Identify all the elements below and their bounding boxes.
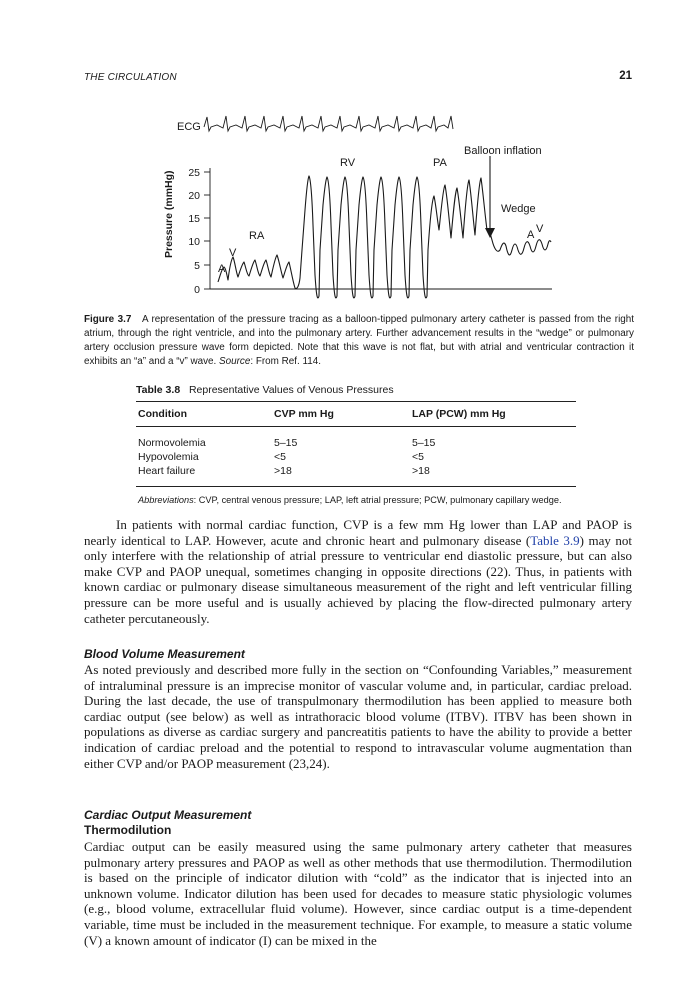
table-header-row	[136, 402, 576, 427]
section-heading-blood-volume: Blood Volume Measurement	[84, 647, 245, 661]
ra-label: RA	[249, 230, 265, 242]
ra-a-wave-label: A	[218, 263, 226, 275]
wedge-v-wave-label: V	[536, 223, 544, 235]
wedge-label: Wedge	[501, 203, 536, 215]
subsection-heading-thermodilution: Thermodilution	[84, 823, 172, 837]
table-title-text: Representative Values of Venous Pressures	[188, 384, 394, 396]
column-header-lap: LAP (PCW) mm Hg	[410, 402, 576, 427]
column-header-cvp: CVP mm Hg	[272, 402, 410, 427]
table-cell: <5	[274, 451, 286, 463]
table-footnote	[136, 495, 576, 505]
venous-pressure-table	[136, 381, 576, 505]
balloon-inflation-label: Balloon inflation	[464, 145, 542, 157]
paragraph-text: In patients with normal cardiac function, CVP is a few mm Hg lower than LAP and PAOP is nearly identical to LAP. However, acute and chronic heart and pulmonary disease (	[84, 517, 632, 548]
table-label: Table 3.8	[136, 384, 181, 396]
abbreviations-text: : CVP, central venous pressure; LAP, left atrial pressure; PCW, pulmonary capillary wedge.	[193, 495, 562, 505]
table-cell: 5–15	[412, 437, 436, 449]
pa-label: PA	[433, 157, 447, 169]
y-tick-label-20: 20	[188, 190, 200, 202]
rv-label: RV	[340, 157, 356, 169]
ra-v-wave-label: V	[229, 247, 237, 259]
abbreviations-label: Abbreviations	[138, 495, 194, 505]
paragraph-text: ) may not only interfere with the relationship of atrial pressure to ventricular end diastolic pressure, but can also make CVP and PAOP unequal, sometimes changing in opposite directions (22). Thus, in patients with known cardiac or pulmonary disease simultaneous measurement of the right and left ventricular filling pressure can be more useful and is usually achieved by placing the flow-directed pulmonary artery catheter percutaneously.	[84, 532, 632, 626]
table-cell: 5–15	[274, 437, 298, 449]
table-cell: >18	[410, 464, 576, 487]
arrow-head	[485, 228, 495, 238]
table-cell: Heart failure	[136, 464, 272, 487]
y-tick-label-0: 0	[194, 284, 200, 296]
y-tick-label-25: 25	[188, 167, 200, 179]
column-header-condition: Condition	[136, 402, 272, 427]
figure-label: Figure 3.7	[84, 314, 132, 325]
caption-text: A representation of the pressure tracing as a balloon-tipped pulmonary artery catheter is passed from the right atrium, through the right ventricle, and into the pulmonary artery. Further advancement results in the “wedge” or pulmonary artery occlusion pressure wave form depicted. Note that this wave is not flat, but with atrial and ventricular contraction it exhibits an “a” and a “v” wave.	[84, 314, 635, 367]
pressure-trace	[218, 176, 551, 298]
table	[136, 401, 576, 487]
table-cell: <5	[412, 451, 424, 463]
figure-caption	[84, 313, 634, 369]
wedge-a-wave-label: A	[527, 229, 535, 241]
ecg-trace	[204, 116, 453, 131]
page-number: 21	[619, 70, 632, 82]
table-cell: >18	[272, 464, 410, 487]
y-tick-label-15: 15	[188, 213, 200, 225]
section-heading-cardiac-output: Cardiac Output Measurement	[84, 808, 252, 822]
caption-source-text: : From Ref. 114.	[250, 356, 321, 367]
y-axis-label: Pressure (mmHg)	[163, 170, 175, 258]
caption-source-label: Source	[219, 356, 251, 367]
table-cell: Hypovolemia	[138, 451, 199, 463]
body-paragraph-3: Cardiac output can be easily measured using the same pulmonary artery catheter that measures pulmonary artery pressures and PAOP as well as other methods that use thermodilution. Thermodilution is based on the principle of indicator dilution with “cold” as the indicator that is injected into an unknown volume. Indicator dilution has been used for decades to measure static physiologic volumes (e.g., blood volume, extracellular fluid volume). However, since cardiac output is a time-dependent variable, time must be included in the measurement technique. For example, to measure a static volume (V) a known amount of indicator (I) can be mixed in the	[84, 839, 632, 948]
ecg-label: ECG	[177, 121, 201, 133]
table-3-9-link[interactable]: Table 3.9	[530, 532, 580, 548]
table-row	[136, 464, 576, 487]
table-row	[136, 450, 576, 464]
table-row	[136, 427, 576, 451]
y-tick-label-10: 10	[188, 236, 200, 248]
y-tick-label-5: 5	[194, 260, 200, 272]
running-head-title: THE CIRCULATION	[84, 72, 177, 83]
table-cell: Normovolemia	[138, 437, 206, 449]
running-head	[84, 70, 632, 86]
table-title	[136, 381, 576, 399]
body-paragraph-2: As noted previously and described more fully in the section on “Confounding Variables,” measurement of intraluminal pressure is an imprecise monitor of vascular volume and, in particular, cardiac preload. During the last decade, the use of transpulmonary thermodilution has been applied to measure both cardiac output (see below) as well as intrathoracic blood volume (ITBV). ITBV has been shown in populations as diverse as cardiac surgery and pancreatitis patients to have the ability to provide a better indication of cardiac preload and the potential to respond to intravascular volume augmentation than either CVP and/or PAOP measurement (23,24).	[84, 662, 632, 771]
body-paragraph-1	[84, 517, 632, 626]
pressure-tracing-figure	[160, 100, 560, 308]
